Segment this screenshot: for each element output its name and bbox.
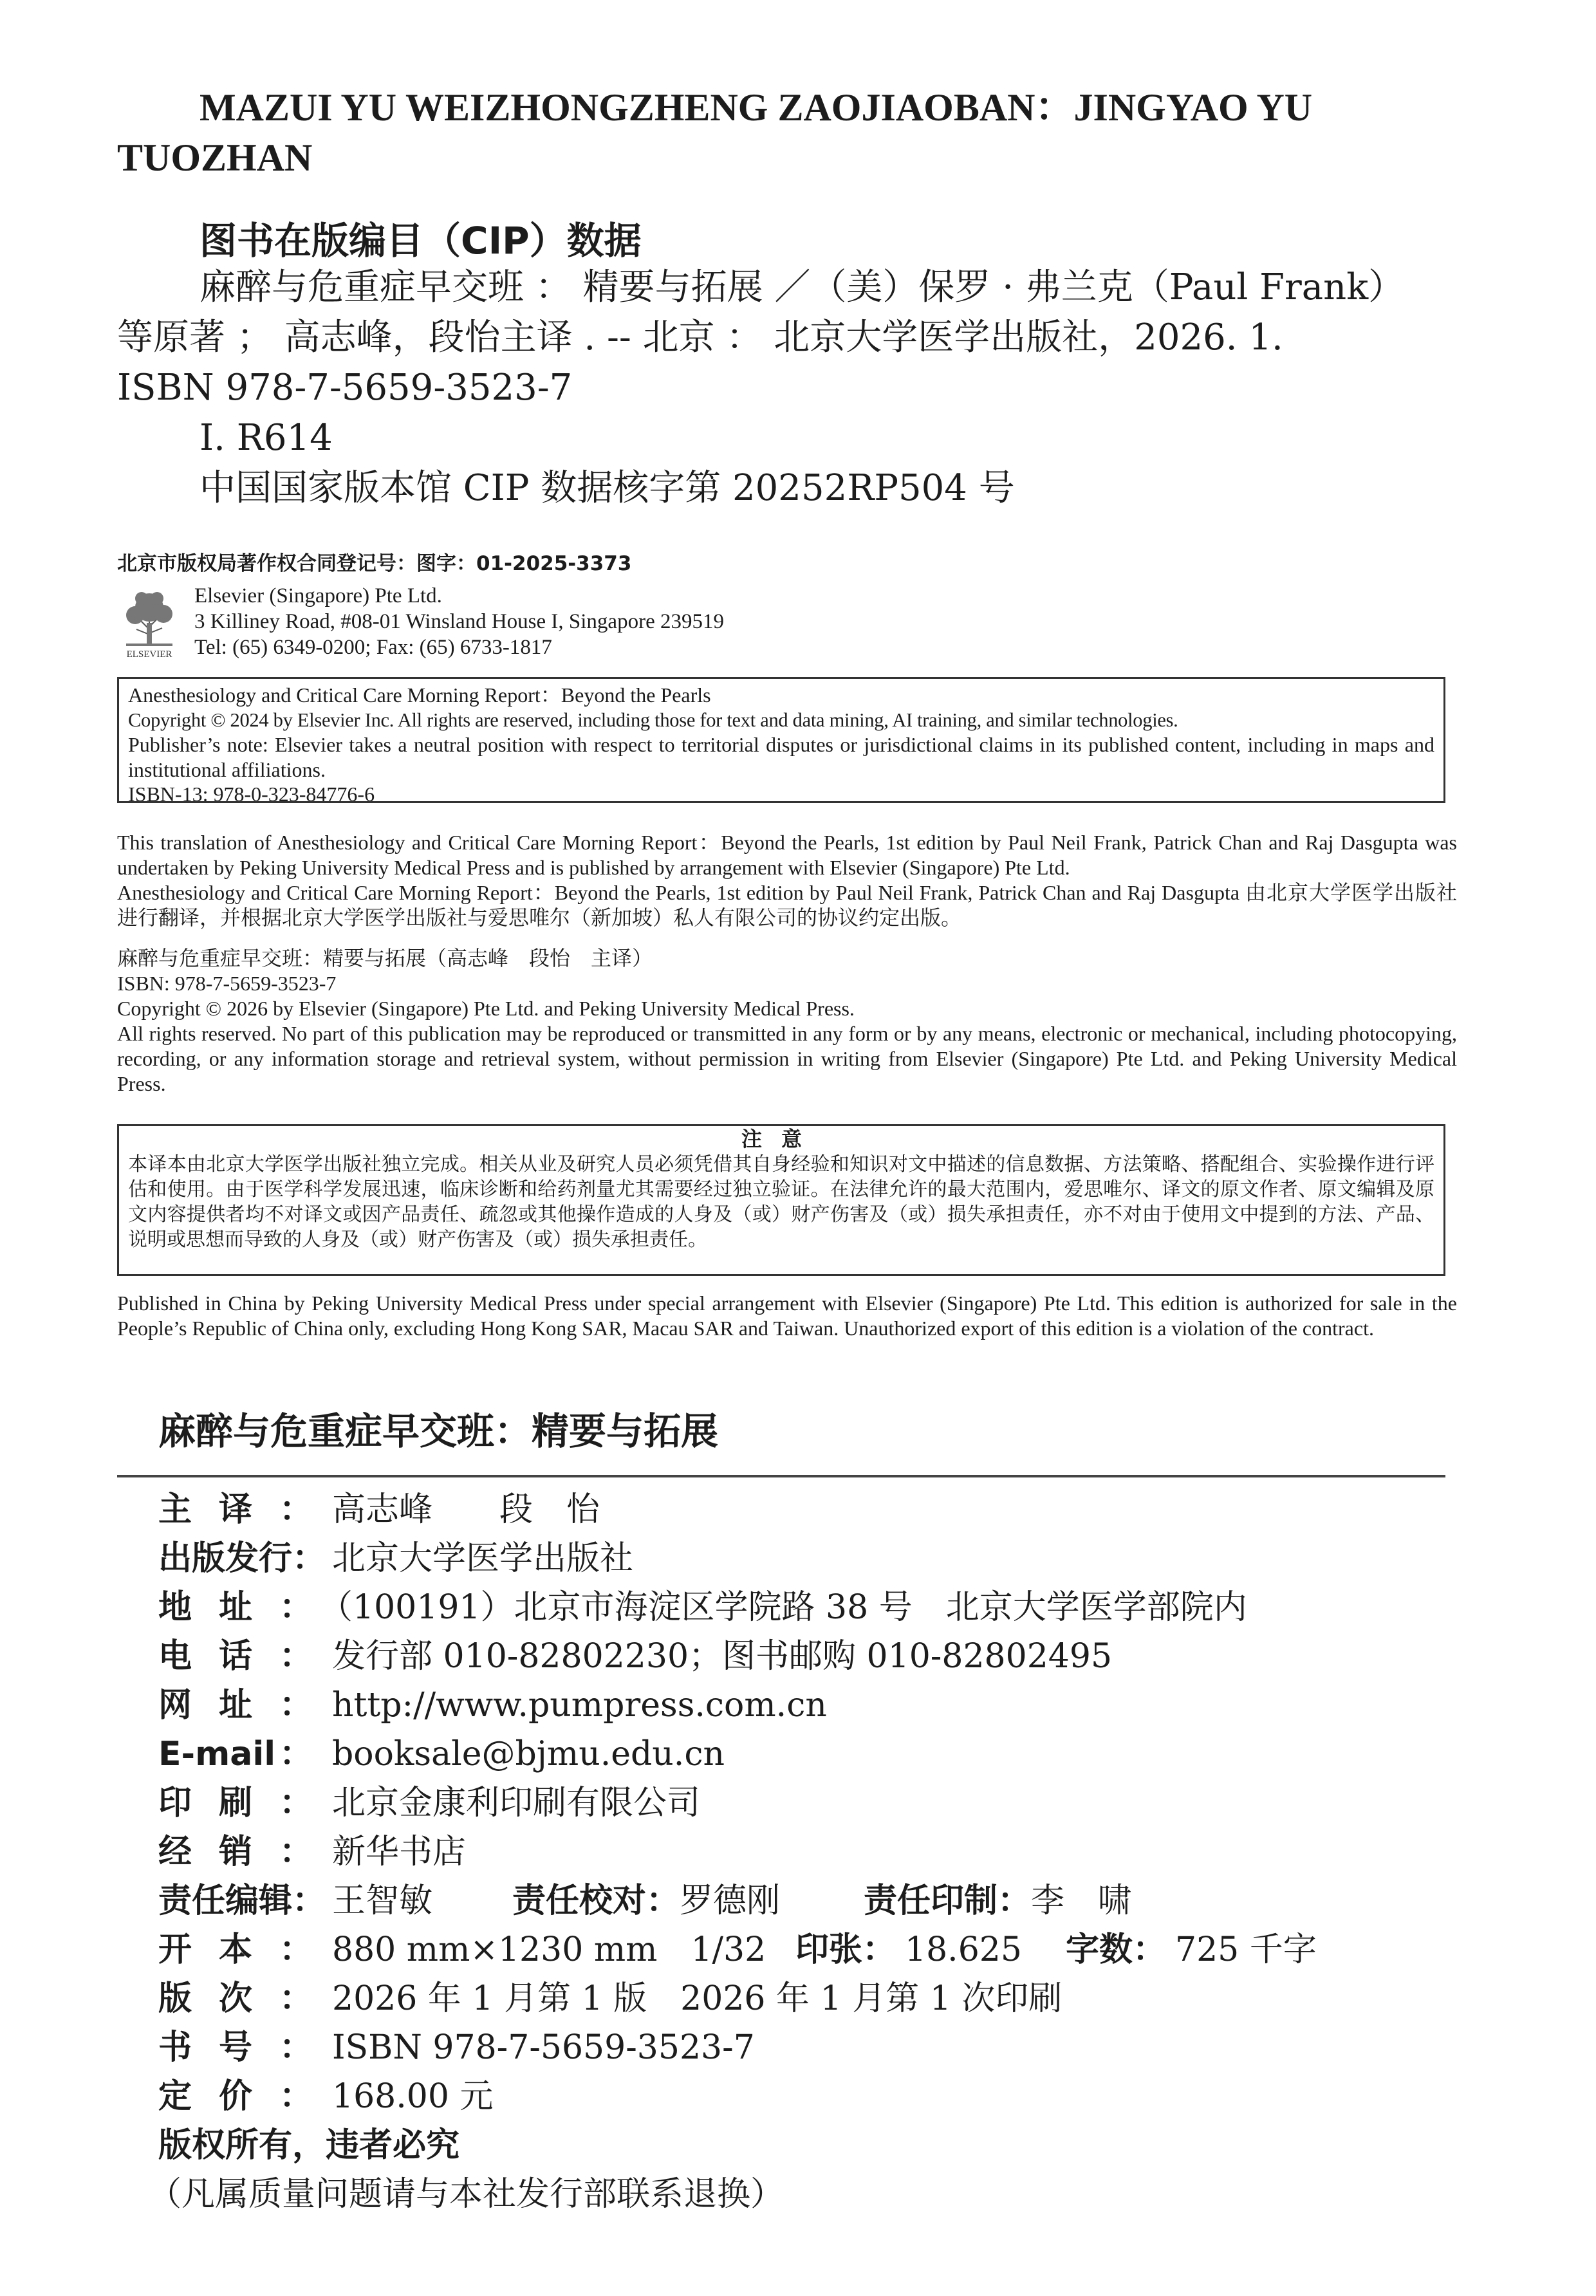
translation-notice bbox=[117, 830, 1457, 930]
notice-title: 注意 bbox=[741, 1127, 821, 1151]
elsevier-address bbox=[194, 583, 724, 660]
translation-copyright-line: Copyright © 2026 by Elsevier (Singapore) Pte Ltd. and Peking University Medical Press. bbox=[117, 997, 855, 1020]
quality-notice: （凡属质量问题请与本社发行部联系退换） bbox=[148, 2175, 784, 2214]
editor-label: 责任编辑： bbox=[158, 1882, 326, 1920]
original-title: Anesthesiology and Critical Care Morning Report：Beyond the Pearls bbox=[128, 683, 711, 707]
print-supervisor-value: 李 啸 bbox=[1031, 1882, 1132, 1920]
published-in-china: Published in China by Peking University Medical Press under special arrangement with Elsevier (Singapore) Pte Ltd. This edition is authorized for sale in the People’s Republic of China only, excluding Hong Kong SAR, Macau SAR and Taiwan. Unauthorized export of this edition is a violation of the contract. bbox=[117, 1292, 1457, 1340]
translation-copyright-title: 麻醉与危重症早交班：精要与拓展（高志峰 段怡 主译） bbox=[117, 947, 653, 970]
address-value: （100191）北京市海淀区学院路 38 号 北京大学医学部院内 bbox=[319, 1588, 1247, 1627]
price-value: 168.00 元 bbox=[332, 2077, 494, 2116]
phone-value: 发行部 010-82802230；图书邮购 010-82802495 bbox=[332, 1637, 1113, 1676]
format-label: 开本： bbox=[158, 1930, 313, 1969]
edition-value: 2026 年 1 月第 1 版 2026 年 1 月第 1 次印刷 bbox=[332, 1979, 1062, 2018]
publisher-note: Publisher’s note: Elsevier takes a neutral position with respect to territorial disputes or jurisdictional claims in its published content, including in maps and institutional affiliations. bbox=[128, 733, 1434, 781]
translation-copyright-isbn: ISBN: 978-7-5659-3523-7 bbox=[117, 972, 337, 995]
translation-notice-zh: Anesthesiology and Critical Care Morning Report：Beyond the Pearls, 1st edition by Paul Neil Frank, Patrick Chan and Raj Dasgupta 由北京大学医学出版社进行翻译，并根据北京大学医学出版社与爱思唯尔（新加坡）私人有限公司的协议约定出版。 bbox=[117, 881, 1457, 929]
original-copyright: Copyright © 2024 by Elsevier Inc. All rights are reserved, including those for text and data mining, AI training, and similar technologies. bbox=[128, 708, 1178, 731]
elsevier-address-line1: Elsevier (Singapore) Pte Ltd. bbox=[194, 584, 442, 607]
address-label: 地址： bbox=[158, 1588, 313, 1627]
cip-line5: 中国国家版本馆 CIP 数据核字第 20252RP504 号 bbox=[200, 467, 1015, 509]
elsevier-address-line3: Tel: (65) 6349-0200; Fax: (65) 6733-1817 bbox=[194, 636, 552, 659]
notice-text: 本译本由北京大学医学出版社独立完成。相关从业及研究人员必须凭借其自身经验和知识对文中描述的信息数据、方法策略、搭配组合、实验操作进行评估和使用。由于医学科学发展迅速，临床诊断和给药剂量尤其需要经过独立验证。在法律允许的最大范围内，爱思唯尔、译文的原文作者、原文编辑及原文内容提供者均不对译文或因产品责任、疏忽或其他操作造成的人身及（或）财产伤害及（或）损失承担责任，亦不对由于使用文中提到的方法、产品、说明或思想而导致的人身及（或）财产伤害及（或）损失承担责任。 bbox=[128, 1153, 1434, 1251]
sheets-label: 印张： bbox=[795, 1930, 896, 1969]
original-edition-box bbox=[117, 677, 1445, 803]
elsevier-logo-text: ELSEVIER bbox=[126, 649, 172, 660]
distributor-value: 新华书店 bbox=[332, 1833, 467, 1871]
print-supervisor-label: 责任印制： bbox=[864, 1882, 1032, 1920]
phone-label: 电话： bbox=[158, 1637, 313, 1676]
isbn-label: 书号： bbox=[158, 2028, 313, 2067]
cip-line2: 等原著 ； 高志峰，段怡主译 . -- 北京 ： 北京大学医学出版社，2026. 1. bbox=[117, 317, 1283, 358]
isbn-value: ISBN 978-7-5659-3523-7 bbox=[332, 2028, 755, 2067]
publisher-value: 北京大学医学出版社 bbox=[332, 1539, 634, 1578]
translation-notice-en: This translation of Anesthesiology and Critical Care Morning Report：Beyond the Pearls, 1st edition by Paul Neil Frank, Patrick Chan and Raj Dasgupta was undertaken by Peking University Medical Press and is published by arrangement with Elsevier (Singapore) Pte Ltd. bbox=[117, 831, 1457, 879]
pinyin-title-line2: TUOZHAN bbox=[117, 136, 313, 179]
notice-box bbox=[117, 1124, 1445, 1276]
translation-copyright bbox=[117, 946, 1457, 1097]
publisher-label: 出版发行： bbox=[158, 1539, 326, 1578]
rights-notice: 版权所有，违者必究 bbox=[158, 2126, 460, 2165]
elsevier-logo bbox=[117, 584, 181, 660]
divider-rule bbox=[117, 1475, 1445, 1477]
proof-value: 罗德刚 bbox=[680, 1882, 781, 1920]
words-label: 字数： bbox=[1066, 1930, 1167, 1969]
price-label: 定价： bbox=[158, 2077, 313, 2116]
words-value: 725 千字 bbox=[1175, 1930, 1317, 1969]
book-title: 麻醉与危重症早交班：精要与拓展 bbox=[158, 1409, 719, 1453]
pinyin-title-line1: MAZUI YU WEIZHONGZHENG ZAOJIAOBAN：JINGYAO YU bbox=[200, 86, 1313, 129]
email-value: booksale@bjmu.edu.cn bbox=[332, 1735, 725, 1773]
format-value: 880 mm×1230 mm 1/32 bbox=[332, 1930, 766, 1969]
printer-label: 印刷： bbox=[158, 1784, 313, 1822]
translators-label: 主译： bbox=[158, 1490, 313, 1529]
translators-value: 高志峰 段 怡 bbox=[332, 1490, 600, 1529]
translation-rights-reserved: All rights reserved. No part of this publication may be reproduced or transmitted in any form or by any means, electronic or mechanical, including photocopying, recording, or any information storage and retrieval system, without permission in writing from Elsevier (Singapore) Pte Ltd. and Peking University Medical Press. bbox=[117, 1022, 1457, 1095]
web-label: 网址： bbox=[158, 1686, 313, 1725]
editor-value: 王智敏 bbox=[332, 1882, 433, 1920]
original-isbn: ISBN-13: 978-0-323-84776-6 bbox=[128, 782, 375, 803]
sheets-value: 18.625 bbox=[905, 1930, 1022, 1969]
web-value: http://www.pumpress.com.cn bbox=[332, 1686, 827, 1725]
edition-label: 版次： bbox=[158, 1979, 313, 2018]
cip-line3: ISBN 978-7-5659-3523-7 bbox=[117, 367, 573, 409]
elsevier-address-line2: 3 Killiney Road, #08-01 Winsland House I, Singapore 239519 bbox=[194, 610, 724, 633]
printer-value: 北京金康利印刷有限公司 bbox=[332, 1784, 701, 1822]
proof-label: 责任校对： bbox=[512, 1882, 680, 1920]
cip-record bbox=[117, 263, 1456, 514]
pinyin-title bbox=[117, 82, 1456, 183]
cip-line1: 麻醉与危重症早交班 ： 精要与拓展 ／（美）保罗 · 弗兰克（Paul Frank） bbox=[200, 266, 1405, 308]
cip-line4: Ⅰ. R614 bbox=[200, 417, 333, 459]
email-label: E-mail： bbox=[158, 1735, 313, 1773]
copyright-registration: 北京市版权局著作权合同登记号：图字：01-2025-3373 bbox=[117, 552, 632, 575]
cip-heading: 图书在版编目（CIP）数据 bbox=[200, 219, 642, 263]
distributor-label: 经销： bbox=[158, 1833, 313, 1871]
